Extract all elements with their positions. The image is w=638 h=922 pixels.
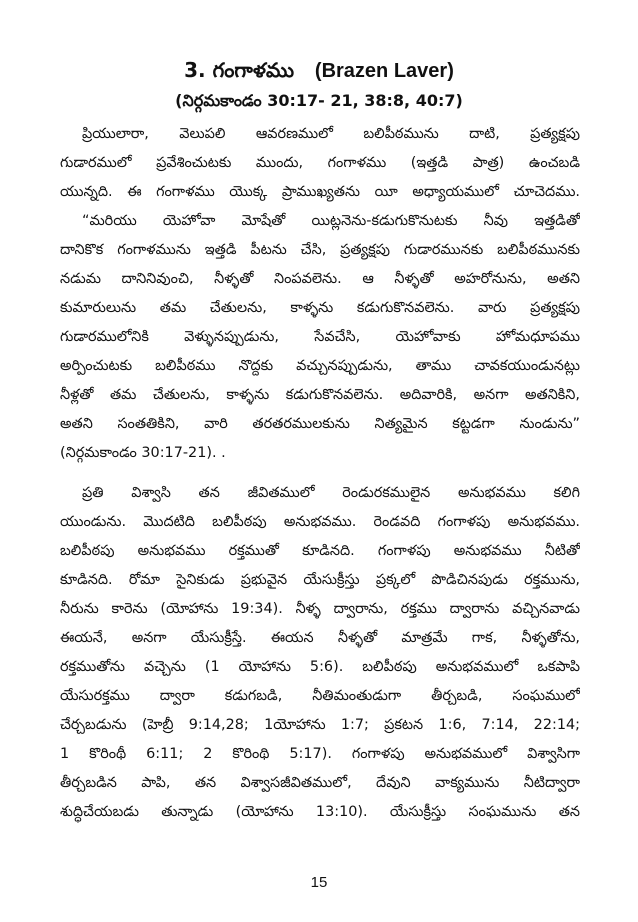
text-line: చేర్చబడును (హెబ్రీ 9:14,28; 1యోహాను 1:7; ప్రకటన 1:6, 7:14, 22:14;: [60, 717, 580, 733]
text-line: బలిపీఠపు అనుభవము రక్తముతో కూడినది. గంగాళపు అనుభవము నీటితో: [60, 543, 580, 559]
text-line: ప్రియులారా, వెలుపలి ఆవరణములో బలిపీఠమును దాటి, ప్రత్యక్షపు: [82, 126, 580, 142]
text-line: శుద్ధిచేయబడు తున్నాడు (యోహాను 13:10). యేసుక్రీస్తు సంఘమును తన: [60, 804, 580, 820]
scripture-reference: (నిర్గమకాండం 30:17- 21, 38:8, 40:7): [175, 91, 463, 110]
text-line: యేసురక్తము ద్వారా కడుగబడి, నీతిమంతుడుగా తీర్చబడి, సంఘములో: [60, 688, 580, 704]
page-number: 15: [310, 874, 328, 891]
text-line: కూడినది. రోమా సైనికుడు ప్రభువైన యేసుక్రీస్తు ప్రక్కలో పొడిచినపుడు రక్తమును,: [60, 572, 580, 588]
text-line: గుడారములోనికి వెళ్ళునప్పుడును, సేవచేసి, యెహోవాకు హోమధూపము: [60, 329, 580, 345]
text-line: నీరును కారెను (యోహాను 19:34). నీళ్ళ ద్వారాను, రక్తము ద్వారాను వచ్చినవాడు: [60, 601, 580, 617]
text-line: యుండును. మొదటిది బలిపీఠపు అనుభవము. రెండవది గంగాళపు అనుభవము.: [60, 514, 580, 530]
text-line: కుమారులును తమ చేతులను, కాళ్ళను కడుగుకొనవలెను. వారు ప్రత్యక్షపు: [60, 300, 580, 316]
text-line: యున్నది. ఈ గంగాళము యొక్క ప్రాముఖ్యతను యీ అధ్యాయములో చూచెదము.: [60, 184, 580, 200]
text-line: దానికొక గంగాళమును ఇత్తడి పీటను చేసి, ప్రత్యక్షపు గుడారమునకు బలిపీఠమునకు: [60, 242, 580, 258]
text-line: “మరియు యెహోవా మోషేతో యిట్లనెను-కడుగుకొనుటకు నీవు ఇత్తడితో: [82, 213, 580, 229]
text-line: అర్పించుటకు బలిపీఠము నొద్దకు వచ్చునప్పుడును, తాము చావకయుండునట్లు: [60, 358, 580, 374]
text-line: ప్రతి విశ్వాసి తన జీవితములో రెండురకములైన అనుభవము కలిగి: [82, 485, 580, 501]
text-line: అతని సంతతికిని, వారి తరతరములకును నిత్యమైన కట్టడగా నుండును”: [60, 416, 580, 432]
text-line: (నిర్గమకాండం 30:17-21). .: [60, 445, 226, 461]
text-line: గుడారములో ప్రవేశించుటకు ముందు, గంగాళము (ఇత్తడి పాత్ర) ఉంచబడి: [60, 155, 580, 171]
text-line: తీర్చబడిన పాపి, తన విశ్వాసజీవితములో, దేవుని వాక్యమును నీటిద్వారా: [60, 775, 580, 791]
text-line: నడుమ దానినివుంచి, నీళ్ళతో నింపవలెను. ఆ నీళ్ళతో అహరోనును, అతని: [60, 271, 580, 287]
chapter-title: [0, 58, 638, 87]
text-line: రక్తముతోను వచ్చెను (1 యోహాను 5:6). బలిపీఠపు అనుభవములో ఒకపాపి: [60, 659, 580, 675]
chapter-title-telugu: 3. గంగాళము: [184, 58, 295, 82]
text-line: ఈయనే, అనగా యేసుక్రీస్తే. ఈయన నీళ్ళతో మాత్రమే గాక, నీళ్ళతోను,: [60, 630, 580, 646]
text-line: 1 కొరింథీ 6:11; 2 కొరింథి 5:17). గంగాళపు అనుభవములో విశ్వాసిగా: [60, 746, 580, 762]
text-line: నీళ్లతో తమ చేతులను, కాళ్ళను కడుగుకొనవలెను. అదివారికి, అనగా అతనికిని,: [60, 387, 580, 403]
chapter-title-english: (Brazen Laver): [314, 60, 454, 82]
